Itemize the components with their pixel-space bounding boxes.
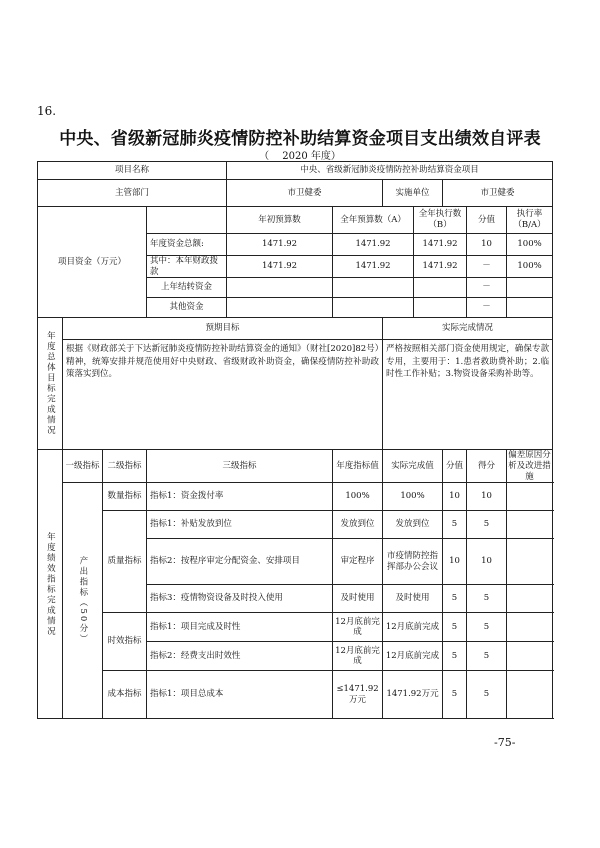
indicator-score: 5 — [467, 613, 507, 642]
indicator-deviation — [507, 613, 553, 642]
funds-exec — [414, 278, 467, 298]
indicator-weight: 5 — [443, 585, 467, 613]
indicator-score: 5 — [467, 671, 507, 719]
goals-side-label: 年度总体目标完成情况 — [38, 318, 63, 450]
level2-label: 数量指标 — [103, 483, 147, 511]
funds-annual — [333, 298, 414, 318]
indicator-row — [38, 613, 553, 642]
indicator-target: 12月底前完成 — [333, 642, 383, 671]
indicator-target: 12月底前完成 — [333, 613, 383, 642]
indicator-row — [38, 483, 553, 511]
goals-content-row — [38, 340, 553, 450]
indicators-header: 三级指标 — [147, 450, 333, 483]
funds-exec: 1471.92 — [414, 234, 467, 256]
indicator-actual: 及时使用 — [383, 585, 443, 613]
indicators-header-row — [38, 450, 553, 483]
level2-label: 时效指标 — [103, 613, 147, 671]
evaluation-table — [37, 161, 553, 719]
funds-header-blank — [147, 207, 227, 234]
indicator-row — [38, 511, 553, 539]
funds-score-value: － — [467, 278, 507, 298]
indicator-weight: 5 — [443, 613, 467, 642]
indicator-row — [38, 671, 553, 719]
indicator-deviation — [507, 642, 553, 671]
indicator-target: 发放到位 — [333, 511, 383, 539]
indicator-weight: 5 — [443, 511, 467, 539]
funds-score-value: 10 — [467, 234, 507, 256]
indicator-name: 指标2：经费支出时效性 — [147, 642, 333, 671]
indicators-header: 二级指标 — [103, 450, 147, 483]
department-row — [38, 180, 553, 207]
funds-header: 分值 — [467, 207, 507, 234]
indicator-name: 指标1：资金拨付率 — [147, 483, 333, 511]
year-line: （ 2020 年度） — [259, 151, 341, 162]
funds-row-label: 年度资金总额: — [147, 234, 227, 256]
indicator-score: 5 — [467, 585, 507, 613]
indicator-target: 100% — [333, 483, 383, 511]
indicator-actual: 市疫情防控指挥部办公会议 — [383, 539, 443, 585]
indicator-deviation — [507, 539, 553, 585]
funds-rate — [507, 278, 553, 298]
indicator-actual: 100% — [383, 483, 443, 511]
funds-label: 项目资金（万元） — [38, 207, 147, 318]
funds-header: 全年预算数（A） — [333, 207, 414, 234]
indicator-score: 10 — [467, 539, 507, 585]
indicator-weight: 5 — [443, 642, 467, 671]
indicator-deviation — [507, 671, 553, 719]
funds-rate: 100% — [507, 256, 553, 278]
funds-annual: 1471.92 — [333, 234, 414, 256]
indicators-header: 年度指标值 — [333, 450, 383, 483]
project-name-label: 项目名称 — [38, 162, 227, 180]
page-number: -75- — [494, 736, 516, 749]
department-value: 市卫健委 — [227, 180, 383, 207]
indicator-deviation — [507, 511, 553, 539]
indicator-name: 指标1：补贴发放到位 — [147, 511, 333, 539]
document-number: 16. — [37, 104, 57, 118]
indicator-target: ≤1471.92万元 — [333, 671, 383, 719]
implementing-unit-label: 实施单位 — [383, 180, 443, 207]
indicators-header: 实际完成值 — [383, 450, 443, 483]
level2-label: 成本指标 — [103, 671, 147, 719]
funds-annual: 1471.92 — [333, 256, 414, 278]
funds-initial: 1471.92 — [227, 256, 333, 278]
implementing-unit-value: 市卫健委 — [443, 180, 553, 207]
funds-row-label: 其他资金 — [147, 298, 227, 318]
indicator-actual: 12月底前完成 — [383, 642, 443, 671]
actual-completion-text: 严格按照相关部门资金使用规定，确保专款专用，主要用于：1.患者救助费补助；2.临时性工作补贴；3.物资设备采购补助等。 — [383, 340, 553, 450]
indicator-actual: 发放到位 — [383, 511, 443, 539]
funds-row-label: 其中：本年财政拨款 — [147, 256, 227, 278]
indicator-actual: 12月底前完成 — [383, 613, 443, 642]
funds-rate: 100% — [507, 234, 553, 256]
indicator-actual: 1471.92万元 — [383, 671, 443, 719]
funds-header: 全年执行数（B） — [414, 207, 467, 234]
indicator-name: 指标3：疫情物资设备及时投入使用 — [147, 585, 333, 613]
indicator-name: 指标1：项目完成及时性 — [147, 613, 333, 642]
funds-exec — [414, 298, 467, 318]
funds-score-value: － — [467, 298, 507, 318]
funds-annual — [333, 278, 414, 298]
project-name-value: 中央、省级新冠肺炎疫情防控补助结算资金项目 — [227, 162, 553, 180]
funds-initial: 1471.92 — [227, 234, 333, 256]
funds-row-label: 上年结转资金 — [147, 278, 227, 298]
indicator-weight: 10 — [443, 539, 467, 585]
indicator-score: 10 — [467, 483, 507, 511]
indicator-name: 指标1：项目总成本 — [147, 671, 333, 719]
indicator-deviation — [507, 585, 553, 613]
indicator-name: 指标2：按程序审定分配资金、安排项目 — [147, 539, 333, 585]
indicator-deviation — [507, 483, 553, 511]
indicator-target: 审定程序 — [333, 539, 383, 585]
indicators-header: 一级指标 — [63, 450, 103, 483]
funds-initial — [227, 278, 333, 298]
indicators-side-label: 年度绩效指标完成情况 — [38, 450, 63, 719]
actual-completion-header: 实际完成情况 — [383, 318, 553, 340]
funds-score-value: － — [467, 256, 507, 278]
expected-goal-text: 根据《财政部关于下达新冠肺炎疫情防控补助结算资金的通知》（财社[2020]82号）精神，统筹安排并规范使用好中央财政、省级财政补助资金，确保疫情防控补助政策落实到位。 — [63, 340, 383, 450]
indicators-header: 得分 — [467, 450, 507, 483]
funds-header: 执行率（B/A） — [507, 207, 553, 234]
indicator-weight: 10 — [443, 483, 467, 511]
project-name-row — [38, 162, 553, 180]
indicator-score: 5 — [467, 511, 507, 539]
indicator-score: 5 — [467, 642, 507, 671]
indicators-header: 偏差原因分析及改进措施 — [508, 450, 551, 482]
indicator-weight: 5 — [443, 671, 467, 719]
funds-header: 年初预算数 — [227, 207, 333, 234]
level1-output-label: 产出指标（50分） — [63, 483, 103, 719]
goals-header-row — [38, 318, 553, 340]
department-label: 主管部门 — [38, 180, 227, 207]
funds-exec: 1471.92 — [414, 256, 467, 278]
indicator-target: 及时使用 — [333, 585, 383, 613]
funds-rate — [507, 298, 553, 318]
funds-header-row — [38, 207, 553, 234]
expected-goal-header: 预期目标 — [63, 318, 383, 340]
level2-label: 质量指标 — [103, 511, 147, 613]
funds-initial — [227, 298, 333, 318]
indicators-header: 分值 — [443, 450, 467, 483]
page-title: 中央、省级新冠肺炎疫情防控补助结算资金项目支出绩效自评表 — [59, 129, 541, 149]
